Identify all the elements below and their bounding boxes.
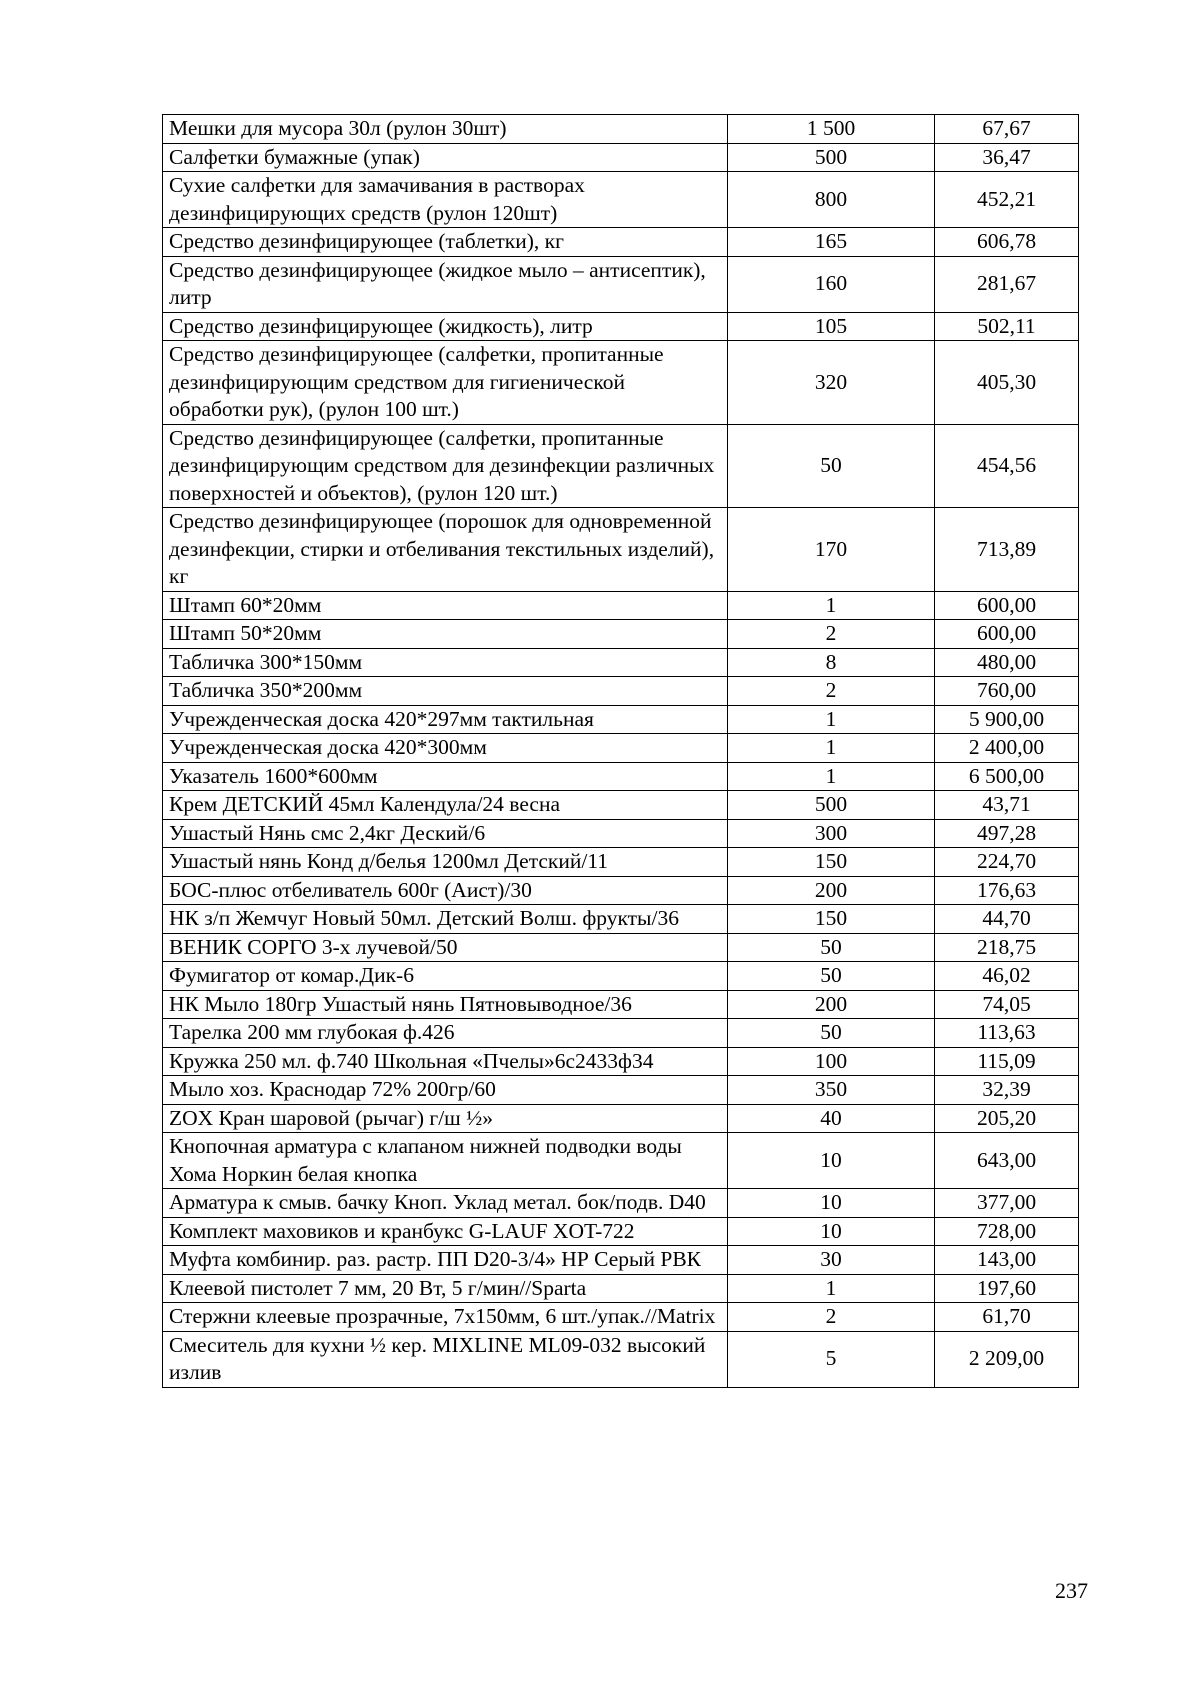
item-name-cell: НК з/п Жемчуг Новый 50мл. Детский Волш. фрукты/36 xyxy=(163,905,728,934)
item-name-cell: Табличка 350*200мм xyxy=(163,677,728,706)
table-row xyxy=(163,905,1079,934)
item-name-cell: Штамп 50*20мм xyxy=(163,620,728,649)
item-name-cell: Учрежденческая доска 420*300мм xyxy=(163,734,728,763)
quantity-cell: 300 xyxy=(728,819,935,848)
table-row xyxy=(163,962,1079,991)
table-row xyxy=(163,1019,1079,1048)
page-number: 237 xyxy=(1055,1578,1088,1603)
price-cell: 67,67 xyxy=(935,115,1079,144)
price-cell: 74,05 xyxy=(935,990,1079,1019)
item-name-cell: Сухие салфетки для замачивания в растворах дезинфицирующих средств (рулон 120шт) xyxy=(163,172,728,228)
table-row xyxy=(163,677,1079,706)
table-row xyxy=(163,143,1079,172)
table-row xyxy=(163,228,1079,257)
price-cell: 143,00 xyxy=(935,1246,1079,1275)
item-name-cell: Средство дезинфицирующее (жидкое мыло – антисептик), литр xyxy=(163,256,728,312)
price-cell: 480,00 xyxy=(935,648,1079,677)
table-row xyxy=(163,1104,1079,1133)
quantity-cell: 10 xyxy=(728,1217,935,1246)
table-row xyxy=(163,791,1079,820)
item-name-cell: Комплект маховиков и кранбукс G-LAUF XOT-722 xyxy=(163,1217,728,1246)
quantity-cell: 100 xyxy=(728,1047,935,1076)
table-row xyxy=(163,1133,1079,1189)
price-cell: 497,28 xyxy=(935,819,1079,848)
quantity-cell: 150 xyxy=(728,848,935,877)
quantity-cell: 320 xyxy=(728,341,935,425)
quantity-cell: 500 xyxy=(728,143,935,172)
table-row xyxy=(163,1217,1079,1246)
item-name-cell: Клеевой пистолет 7 мм, 20 Вт, 5 г/мин//Sparta xyxy=(163,1274,728,1303)
table-row xyxy=(163,705,1079,734)
table-row xyxy=(163,990,1079,1019)
price-cell: 44,70 xyxy=(935,905,1079,934)
quantity-cell: 170 xyxy=(728,508,935,592)
table-row xyxy=(163,1076,1079,1105)
price-cell: 36,47 xyxy=(935,143,1079,172)
item-name-cell: Мыло хоз. Краснодар 72% 200гр/60 xyxy=(163,1076,728,1105)
price-cell: 2 209,00 xyxy=(935,1331,1079,1387)
price-cell: 728,00 xyxy=(935,1217,1079,1246)
price-cell: 218,75 xyxy=(935,933,1079,962)
price-cell: 454,56 xyxy=(935,424,1079,508)
item-name-cell: Средство дезинфицирующее (салфетки, пропитанные дезинфицирующим средством для гигиенической обработки рук), (рулон 100 шт.) xyxy=(163,341,728,425)
table-row xyxy=(163,256,1079,312)
item-name-cell: Табличка 300*150мм xyxy=(163,648,728,677)
price-cell: 5 900,00 xyxy=(935,705,1079,734)
quantity-cell: 10 xyxy=(728,1189,935,1218)
quantity-cell: 50 xyxy=(728,424,935,508)
quantity-cell: 165 xyxy=(728,228,935,257)
price-cell: 176,63 xyxy=(935,876,1079,905)
item-name-cell: Смеситель для кухни ½ кер. MIXLINE ML09-032 высокий излив xyxy=(163,1331,728,1387)
table-row xyxy=(163,620,1079,649)
item-name-cell: НК Мыло 180гр Ушастый нянь Пятновыводное/36 xyxy=(163,990,728,1019)
price-cell: 113,63 xyxy=(935,1019,1079,1048)
quantity-cell: 2 xyxy=(728,1303,935,1332)
price-cell: 600,00 xyxy=(935,620,1079,649)
price-cell: 377,00 xyxy=(935,1189,1079,1218)
item-name-cell: БОС-плюс отбеливатель 600г (Аист)/30 xyxy=(163,876,728,905)
item-name-cell: ZOX Кран шаровой (рычаг) г/ш ½» xyxy=(163,1104,728,1133)
quantity-cell: 1 xyxy=(728,734,935,763)
item-name-cell: Штамп 60*20мм xyxy=(163,591,728,620)
table-row xyxy=(163,848,1079,877)
price-cell: 32,39 xyxy=(935,1076,1079,1105)
price-cell: 205,20 xyxy=(935,1104,1079,1133)
item-name-cell: Ушастый Нянь смс 2,4кг Деский/6 xyxy=(163,819,728,848)
item-name-cell: Ушастый нянь Конд д/белья 1200мл Детский/11 xyxy=(163,848,728,877)
quantity-cell: 50 xyxy=(728,1019,935,1048)
table-row xyxy=(163,876,1079,905)
item-name-cell: Мешки для мусора 30л (рулон 30шт) xyxy=(163,115,728,144)
table-row xyxy=(163,933,1079,962)
table-row xyxy=(163,172,1079,228)
quantity-cell: 160 xyxy=(728,256,935,312)
table-row xyxy=(163,1189,1079,1218)
price-cell: 197,60 xyxy=(935,1274,1079,1303)
table-row xyxy=(163,1246,1079,1275)
price-cell: 43,71 xyxy=(935,791,1079,820)
item-name-cell: Средство дезинфицирующее (таблетки), кг xyxy=(163,228,728,257)
quantity-cell: 1 xyxy=(728,591,935,620)
quantity-cell: 1 500 xyxy=(728,115,935,144)
price-cell: 115,09 xyxy=(935,1047,1079,1076)
quantity-cell: 1 xyxy=(728,705,935,734)
table-row xyxy=(163,1331,1079,1387)
price-cell: 606,78 xyxy=(935,228,1079,257)
price-table xyxy=(162,114,1079,1388)
price-cell: 502,11 xyxy=(935,312,1079,341)
price-cell: 600,00 xyxy=(935,591,1079,620)
quantity-cell: 40 xyxy=(728,1104,935,1133)
item-name-cell: Средство дезинфицирующее (жидкость), литр xyxy=(163,312,728,341)
quantity-cell: 1 xyxy=(728,1274,935,1303)
item-name-cell: Тарелка 200 мм глубокая ф.426 xyxy=(163,1019,728,1048)
price-cell: 452,21 xyxy=(935,172,1079,228)
quantity-cell: 500 xyxy=(728,791,935,820)
price-cell: 760,00 xyxy=(935,677,1079,706)
quantity-cell: 50 xyxy=(728,962,935,991)
table-row xyxy=(163,762,1079,791)
item-name-cell: Кружка 250 мл. ф.740 Школьная «Пчелы»6с2433ф34 xyxy=(163,1047,728,1076)
item-name-cell: Салфетки бумажные (упак) xyxy=(163,143,728,172)
price-cell: 224,70 xyxy=(935,848,1079,877)
item-name-cell: Муфта комбинир. раз. растр. ПП D20-3/4» НР Серый РВК xyxy=(163,1246,728,1275)
quantity-cell: 2 xyxy=(728,620,935,649)
item-name-cell: Учрежденческая доска 420*297мм тактильная xyxy=(163,705,728,734)
table-row xyxy=(163,1303,1079,1332)
table-row xyxy=(163,734,1079,763)
item-name-cell: Кнопочная арматура с клапаном нижней подводки воды Хома Норкин белая кнопка xyxy=(163,1133,728,1189)
price-cell: 6 500,00 xyxy=(935,762,1079,791)
table-row xyxy=(163,115,1079,144)
table-row xyxy=(163,591,1079,620)
table-body xyxy=(163,115,1079,1388)
item-name-cell: ВЕНИК СОРГО 3-х лучевой/50 xyxy=(163,933,728,962)
table-row xyxy=(163,341,1079,425)
quantity-cell: 200 xyxy=(728,876,935,905)
quantity-cell: 150 xyxy=(728,905,935,934)
item-name-cell: Фумигатор от комар.Дик-6 xyxy=(163,962,728,991)
price-cell: 405,30 xyxy=(935,341,1079,425)
table-row xyxy=(163,1274,1079,1303)
price-cell: 643,00 xyxy=(935,1133,1079,1189)
table-row xyxy=(163,312,1079,341)
item-name-cell: Крем ДЕТСКИЙ 45мл Календула/24 весна xyxy=(163,791,728,820)
price-cell: 713,89 xyxy=(935,508,1079,592)
price-cell: 281,67 xyxy=(935,256,1079,312)
table-row xyxy=(163,508,1079,592)
quantity-cell: 8 xyxy=(728,648,935,677)
price-cell: 46,02 xyxy=(935,962,1079,991)
quantity-cell: 50 xyxy=(728,933,935,962)
item-name-cell: Стержни клеевые прозрачные, 7х150мм, 6 шт./упак.//Matrix xyxy=(163,1303,728,1332)
quantity-cell: 105 xyxy=(728,312,935,341)
quantity-cell: 200 xyxy=(728,990,935,1019)
table-row xyxy=(163,819,1079,848)
price-cell: 2 400,00 xyxy=(935,734,1079,763)
quantity-cell: 5 xyxy=(728,1331,935,1387)
quantity-cell: 2 xyxy=(728,677,935,706)
item-name-cell: Указатель 1600*600мм xyxy=(163,762,728,791)
item-name-cell: Средство дезинфицирующее (салфетки, пропитанные дезинфицирующим средством для дезинфекции различных поверхностей и объектов), (рулон 120 шт.) xyxy=(163,424,728,508)
quantity-cell: 800 xyxy=(728,172,935,228)
quantity-cell: 350 xyxy=(728,1076,935,1105)
quantity-cell: 30 xyxy=(728,1246,935,1275)
table-row xyxy=(163,1047,1079,1076)
table-row xyxy=(163,648,1079,677)
quantity-cell: 1 xyxy=(728,762,935,791)
item-name-cell: Арматура к смыв. бачку Кноп. Уклад метал. бок/подв. D40 xyxy=(163,1189,728,1218)
quantity-cell: 10 xyxy=(728,1133,935,1189)
price-cell: 61,70 xyxy=(935,1303,1079,1332)
item-name-cell: Средство дезинфицирующее (порошок для одновременной дезинфекции, стирки и отбеливания текстильных изделий), кг xyxy=(163,508,728,592)
table-row xyxy=(163,424,1079,508)
